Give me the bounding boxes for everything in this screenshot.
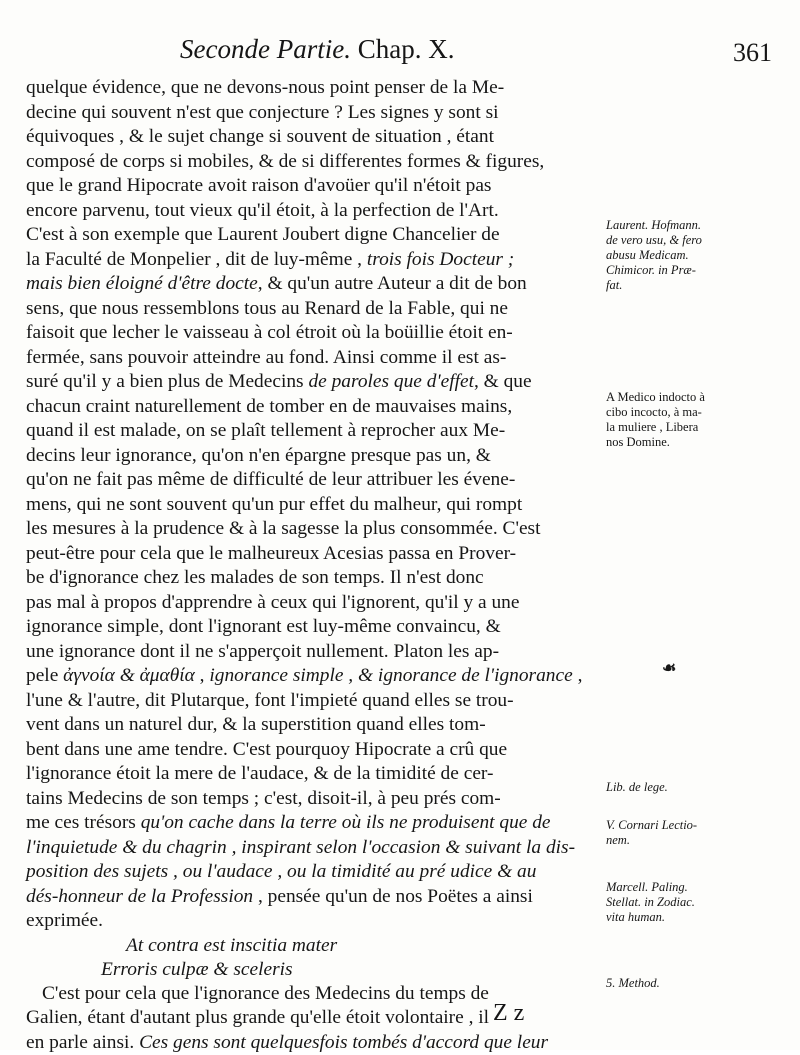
text-line	[26, 150, 598, 175]
text-run: l'ignorance étoit la mere de l'audace, & de la timidité de cer-	[26, 763, 493, 784]
text-line	[26, 468, 598, 493]
text-line	[26, 444, 598, 469]
text-line	[26, 885, 598, 910]
text-run: , pensée qu'un de nos Poëtes a ainsi	[253, 886, 533, 907]
margin-note-line: de vero usu, & fero	[606, 233, 796, 248]
text-run: , & qu'un autre Auteur a dit de bon	[258, 273, 527, 294]
text-run: ἀγνοία & ἀμαθία	[63, 665, 195, 686]
text-run: équivoques , & le sujet change si souvent de situation , étant	[26, 126, 494, 147]
text-line	[26, 101, 598, 126]
text-run: position des sujets , ou l'audace , ou la timidité au pré udice & au	[26, 861, 536, 882]
text-run: les mesures à la prudence & à la sagesse la plus consommée. C'est	[26, 518, 541, 539]
text-run: la Faculté de Monpelier , dit de luy-même ,	[26, 249, 367, 270]
margin-note-line: la muliere , Libera	[606, 420, 796, 435]
text-run: de paroles que d'effet	[308, 371, 474, 392]
text-line	[26, 566, 598, 591]
margin-note-line: 5. Method.	[606, 976, 796, 991]
main-text	[26, 76, 598, 1055]
text-run: pas mal à propos d'apprendre à ceux qui l'ignorent, qu'il y a une	[26, 592, 520, 613]
text-run: dés-honneur de la Profession	[26, 886, 253, 907]
text-line	[26, 811, 598, 836]
text-run: pele	[26, 665, 63, 686]
text-run: chacun craint naturellement de tomber en de mauvaises mains,	[26, 396, 512, 417]
text-line	[26, 591, 598, 616]
text-run: qu'on ne fait pas même de difficulté de leur attribuer les évene-	[26, 469, 515, 490]
text-line	[26, 909, 598, 934]
text-line	[26, 542, 598, 567]
text-run: tains Medecins de son temps ; c'est, disoit-il, à peu prés com-	[26, 788, 501, 809]
text-run: l'une & l'autre, dit Plutarque, font l'impieté quand elles se trou-	[26, 690, 514, 711]
text-line	[26, 615, 598, 640]
margin-note-marcell	[606, 880, 796, 925]
text-line	[26, 1031, 598, 1055]
text-run: ignorance simple , & ignorance de l'ignorance	[209, 665, 572, 686]
margin-note-cornari	[606, 818, 796, 848]
text-line	[26, 248, 598, 273]
text-run: faisoit que lecher le vaisseau à col étroit où la boüillie étoit en-	[26, 322, 513, 343]
signature-mark: Z z	[493, 1000, 524, 1027]
text-line	[26, 836, 598, 861]
text-line	[26, 395, 598, 420]
margin-note-line: Lib. de lege.	[606, 780, 796, 795]
running-header	[0, 34, 800, 74]
text-line	[26, 762, 598, 787]
text-line	[26, 174, 598, 199]
text-run: l'inquietude & du chagrin , inspirant selon l'occasion & suivant la dis-	[26, 837, 575, 858]
verse-line: At contra est inscitia mater	[26, 934, 598, 958]
margin-note-line: abusu Medicam.	[606, 248, 796, 263]
text-run: decine qui souvent n'est que conjecture ? Les signes y sont si	[26, 102, 499, 123]
text-line	[26, 689, 598, 714]
text-line	[26, 664, 598, 689]
text-run: Galien, étant d'autant plus grande qu'elle étoit volontaire , il	[26, 1007, 489, 1028]
text-run: C'est à son exemple que Laurent Joubert digne Chancelier de	[26, 224, 500, 245]
margin-note-line: vita human.	[606, 910, 796, 925]
margin-note-line: Laurent. Hofmann.	[606, 218, 796, 233]
text-run: be d'ignorance chez les malades de son temps. Il n'est donc	[26, 567, 484, 588]
margin-note-line: Chimicor. in Præ-	[606, 263, 796, 278]
text-run: sens, que nous ressemblons tous au Renard de la Fable, qui ne	[26, 298, 508, 319]
text-line	[26, 738, 598, 763]
text-run: C'est pour cela que l'ignorance des Medecins du temps de	[42, 983, 489, 1004]
text-run: peut-être pour cela que le malheureux Acesias passa en Prover-	[26, 543, 516, 564]
text-run: quelque évidence, que ne devons-nous point penser de la Me-	[26, 77, 504, 98]
text-line	[26, 860, 598, 885]
text-run: ,	[195, 665, 210, 686]
text-line	[26, 346, 598, 371]
margin-note-amedico	[606, 390, 796, 450]
text-line	[26, 640, 598, 665]
margin-note-line: nos Domine.	[606, 435, 796, 450]
text-run: composé de corps si mobiles, & de si differentes formes & figures,	[26, 151, 544, 172]
text-line	[26, 297, 598, 322]
text-line	[26, 223, 598, 248]
text-line	[26, 713, 598, 738]
text-run: me ces trésors	[26, 812, 141, 833]
margin-note-line: fat.	[606, 278, 796, 293]
text-line	[26, 321, 598, 346]
text-run: qu'on cache dans la terre où ils ne produisent que de	[141, 812, 551, 833]
text-run: Ces gens sont quelquesfois tombés d'accord que leur	[139, 1032, 548, 1053]
text-run: quand il est malade, on se plaît tellement à reprocher aux Me-	[26, 420, 505, 441]
chapter-label: Chap. X.	[351, 34, 455, 64]
text-line	[26, 493, 598, 518]
text-line	[26, 76, 598, 101]
text-line	[26, 272, 598, 297]
text-run: suré qu'il y a bien plus de Medecins	[26, 371, 308, 392]
text-run: mens, qui ne sont souvent qu'un pur effet du malheur, qui rompt	[26, 494, 522, 515]
margin-note-line: Marcell. Paling.	[606, 880, 796, 895]
margin-note-hofmann	[606, 218, 796, 293]
margin-note-line: A Medico indocto à	[606, 390, 796, 405]
text-run: exprimée.	[26, 910, 103, 931]
text-run: trois fois Docteur ;	[367, 249, 514, 270]
text-run: en parle ainsi.	[26, 1032, 139, 1053]
text-run: vent dans un naturel dur, & la superstition quand elles tom-	[26, 714, 486, 735]
margin-note-line: cibo incocto, à ma-	[606, 405, 796, 420]
margin-note-line: Stellat. in Zodiac.	[606, 895, 796, 910]
text-run: bent dans une ame tendre. C'est pourquoy Hipocrate a crû que	[26, 739, 507, 760]
text-run: mais bien éloigné d'être docte	[26, 273, 258, 294]
chapter-title	[180, 34, 454, 65]
text-line	[26, 199, 598, 224]
text-line	[26, 419, 598, 444]
text-run: decins leur ignorance, qu'on n'en épargne presque pas un, &	[26, 445, 491, 466]
text-line	[26, 517, 598, 542]
text-run: , & que	[474, 371, 532, 392]
margin-note-line: nem.	[606, 833, 796, 848]
text-line	[26, 787, 598, 812]
text-line	[26, 370, 598, 395]
text-run: fermée, sans pouvoir atteindre au fond. Ainsi comme il est as-	[26, 347, 506, 368]
page-number: 361	[733, 38, 772, 68]
text-run: ,	[573, 665, 583, 686]
text-line	[26, 125, 598, 150]
text-run: encore parvenu, tout vieux qu'il étoit, à la perfection de l'Art.	[26, 200, 499, 221]
part-label: Seconde Partie.	[180, 34, 351, 64]
text-run: une ignorance dont il ne s'apperçoit nullement. Platon les ap-	[26, 641, 499, 662]
verse-line: Erroris culpæ & sceleris	[26, 958, 598, 982]
margin-note-method	[606, 976, 796, 991]
text-run: que le grand Hipocrate avoit raison d'avoüer qu'il n'étoit pas	[26, 175, 491, 196]
text-run: ignorance simple, dont l'ignorant est luy-même convaincu, &	[26, 616, 501, 637]
margin-note-line: V. Cornari Lectio-	[606, 818, 796, 833]
ornament-mark: ☙	[662, 658, 676, 677]
margin-note-lege	[606, 780, 796, 795]
